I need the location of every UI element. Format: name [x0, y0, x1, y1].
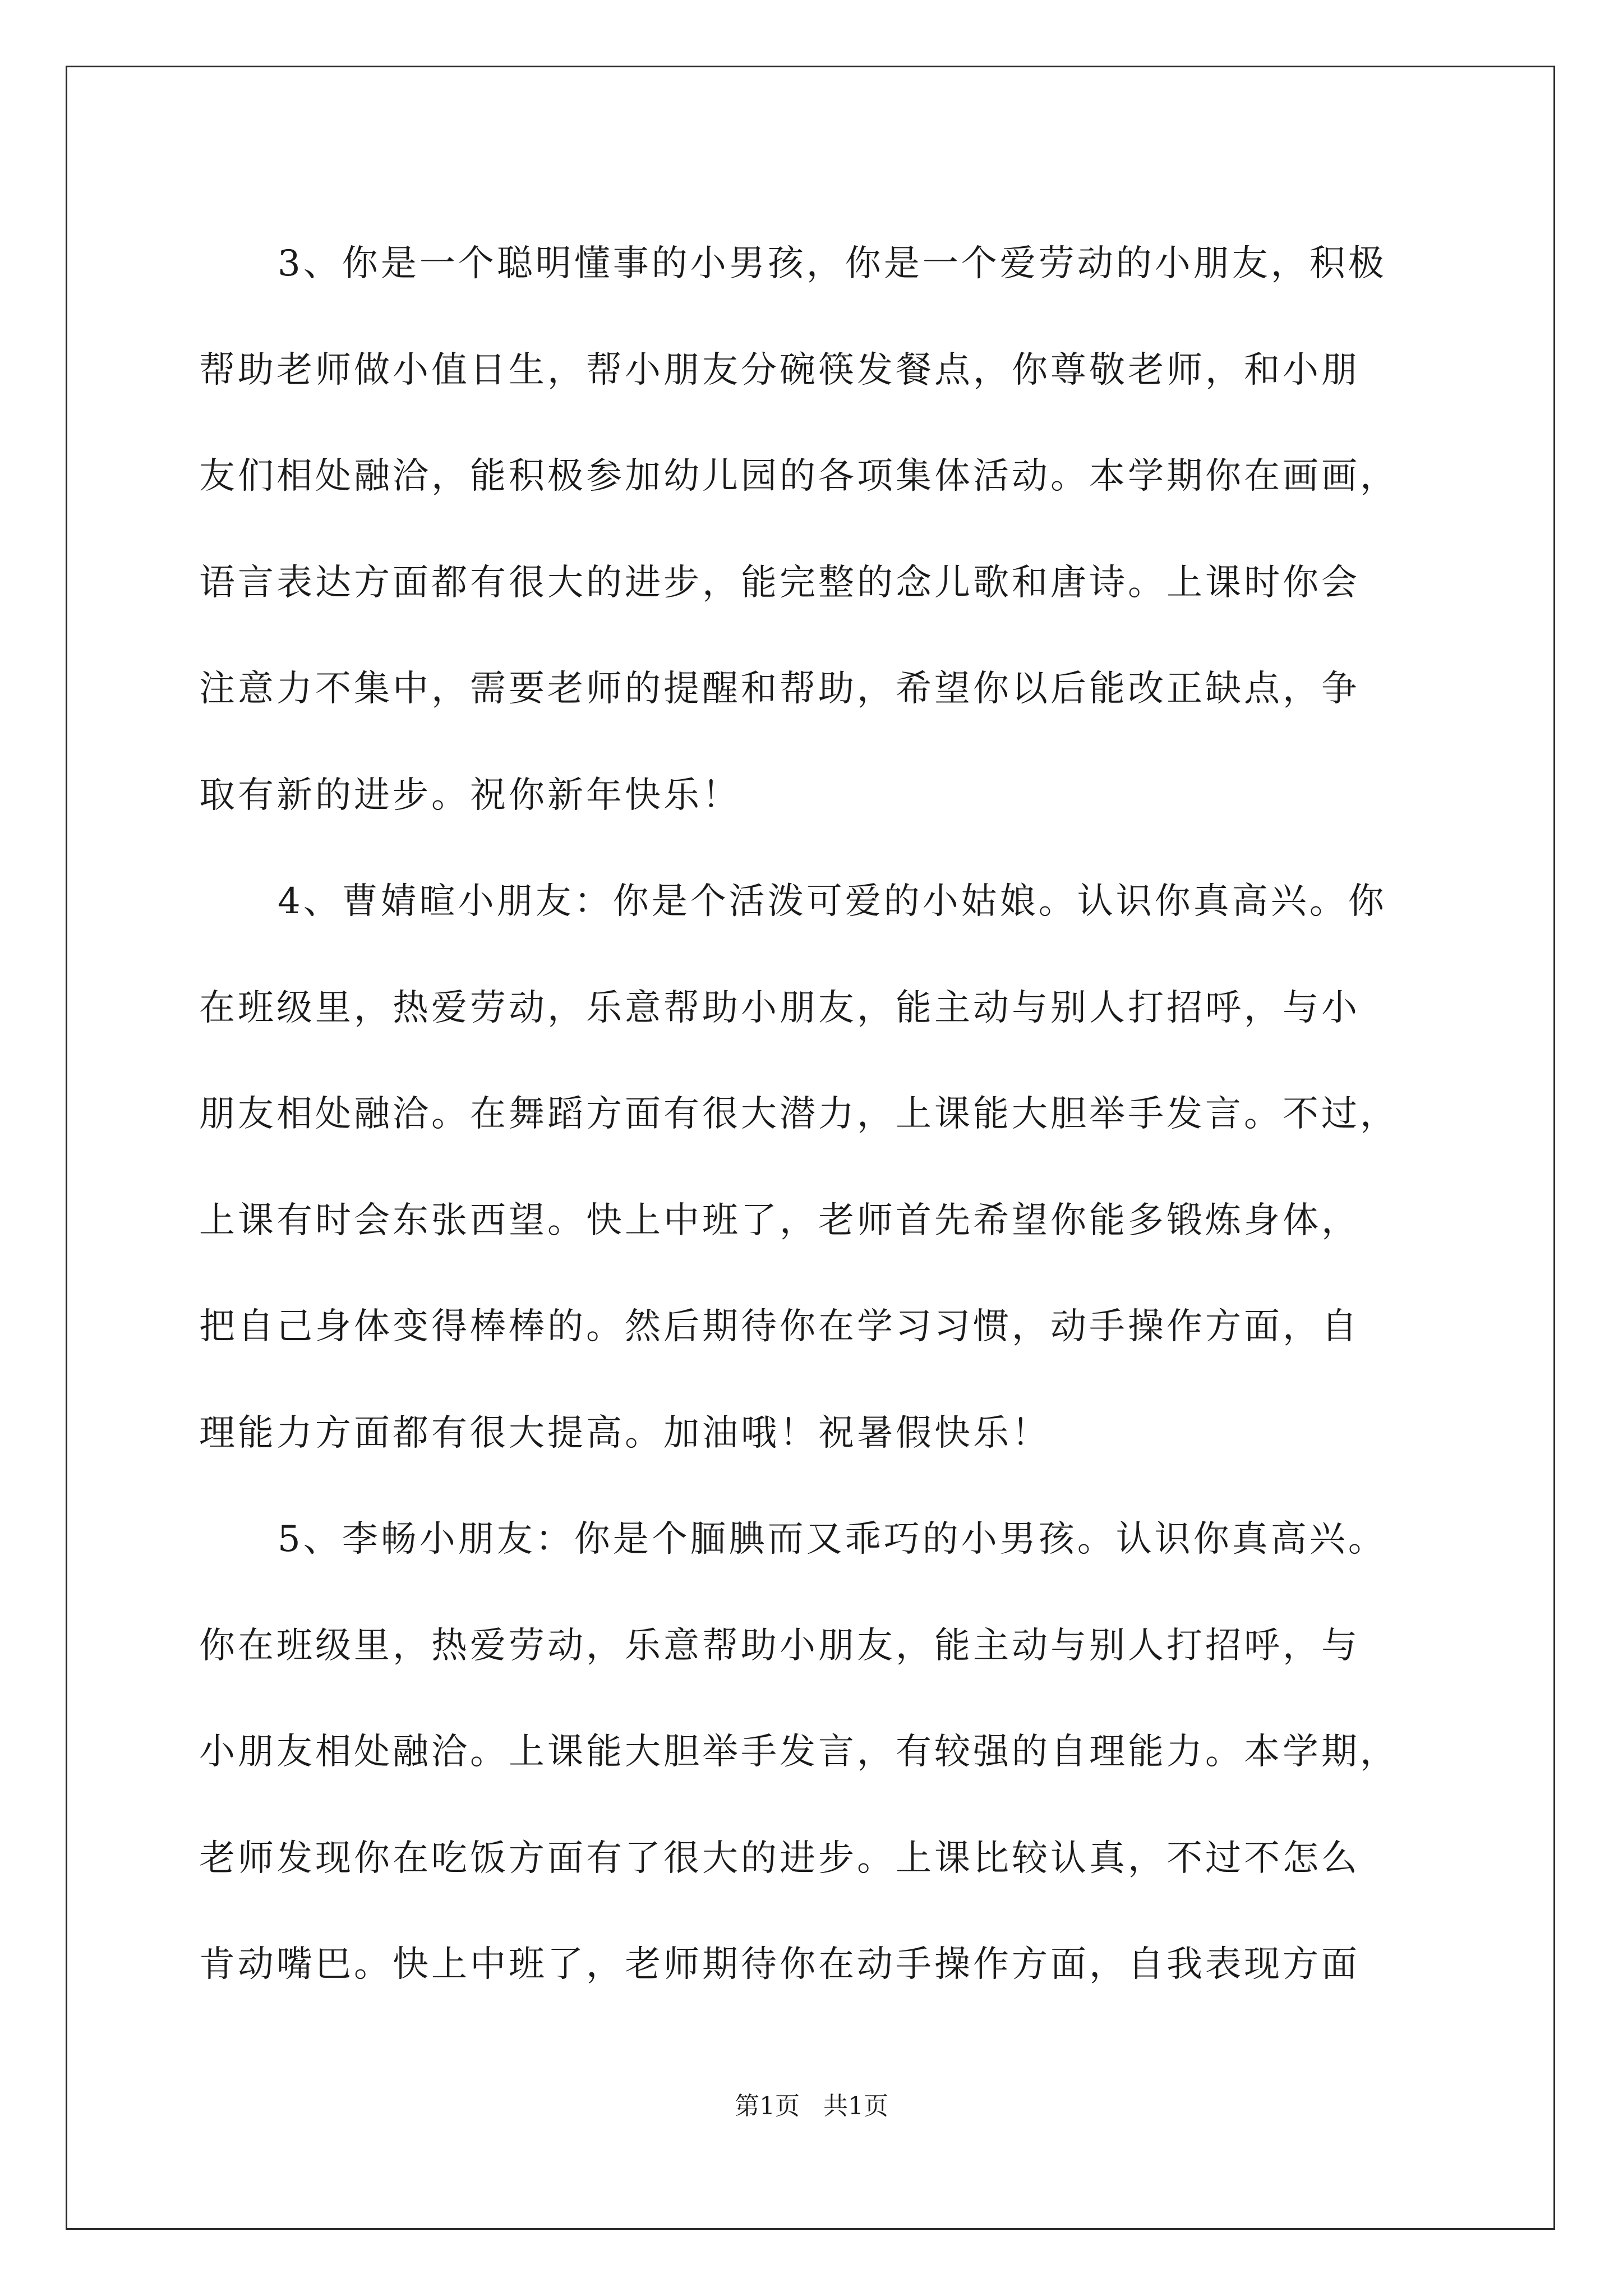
- paragraph-line: 在班级里，热爱劳动，乐意帮助小朋友，能主动与别人打招呼，与小: [199, 987, 1360, 1029]
- paragraph-line: 把自己身体变得棒棒的。然后期待你在学习习惯，动手操作方面，自: [199, 1306, 1360, 1347]
- paragraph-line: 老师发现你在吃饭方面有了很大的进步。上课比较认真，不过不怎么: [199, 1837, 1360, 1879]
- paragraph-line: 友们相处融洽，能积极参加幼儿园的各项集体活动。本学期你在画画，: [199, 455, 1399, 497]
- paragraph-3: [199, 211, 1422, 849]
- paragraph-line: 上课有时会东张西望。快上中班了，老师首先希望你能多锻炼身体，: [199, 1199, 1360, 1241]
- paragraph-line: 帮助老师做小值日生，帮小朋友分碗筷发餐点，你尊敬老师，和小朋: [199, 349, 1360, 391]
- paragraph-line: 理能力方面都有很大提高。加油哦！祝暑假快乐！: [199, 1412, 1050, 1454]
- paragraph-line: 取有新的进步。祝你新年快乐！: [199, 774, 741, 816]
- paragraph-line: 4、曹婧暄小朋友：你是个活泼可爱的小姑娘。认识你真高兴。你: [278, 881, 1387, 922]
- paragraph-line: 语言表达方面都有很大的进步，能完整的念儿歌和唐诗。上课时你会: [199, 562, 1360, 604]
- paragraph-line: 朋友相处融洽。在舞蹈方面有很大潜力，上课能大胆举手发言。不过，: [199, 1093, 1399, 1135]
- paragraph-5: [199, 1487, 1422, 2018]
- paragraph-line: 肯动嘴巴。快上中班了，老师期待你在动手操作方面，自我表现方面: [199, 1944, 1360, 1985]
- paragraph-line: 5、李畅小朋友：你是个腼腆而又乖巧的小男孩。认识你真高兴。: [278, 1519, 1387, 1560]
- paragraph-4: [199, 849, 1422, 1487]
- page-footer: 第1页 共1页: [735, 2092, 888, 2120]
- paragraph-line: 3、你是一个聪明懂事的小男孩，你是一个爱劳动的小朋友，积极: [278, 243, 1387, 284]
- paragraph-line: 小朋友相处融洽。上课能大胆举手发言，有较强的自理能力。本学期，: [199, 1731, 1399, 1773]
- document-body: [199, 211, 1422, 2018]
- paragraph-line: 你在班级里，热爱劳动，乐意帮助小朋友，能主动与别人打招呼，与: [199, 1625, 1360, 1667]
- paragraph-line: 注意力不集中，需要老师的提醒和帮助，希望你以后能改正缺点，争: [199, 668, 1360, 710]
